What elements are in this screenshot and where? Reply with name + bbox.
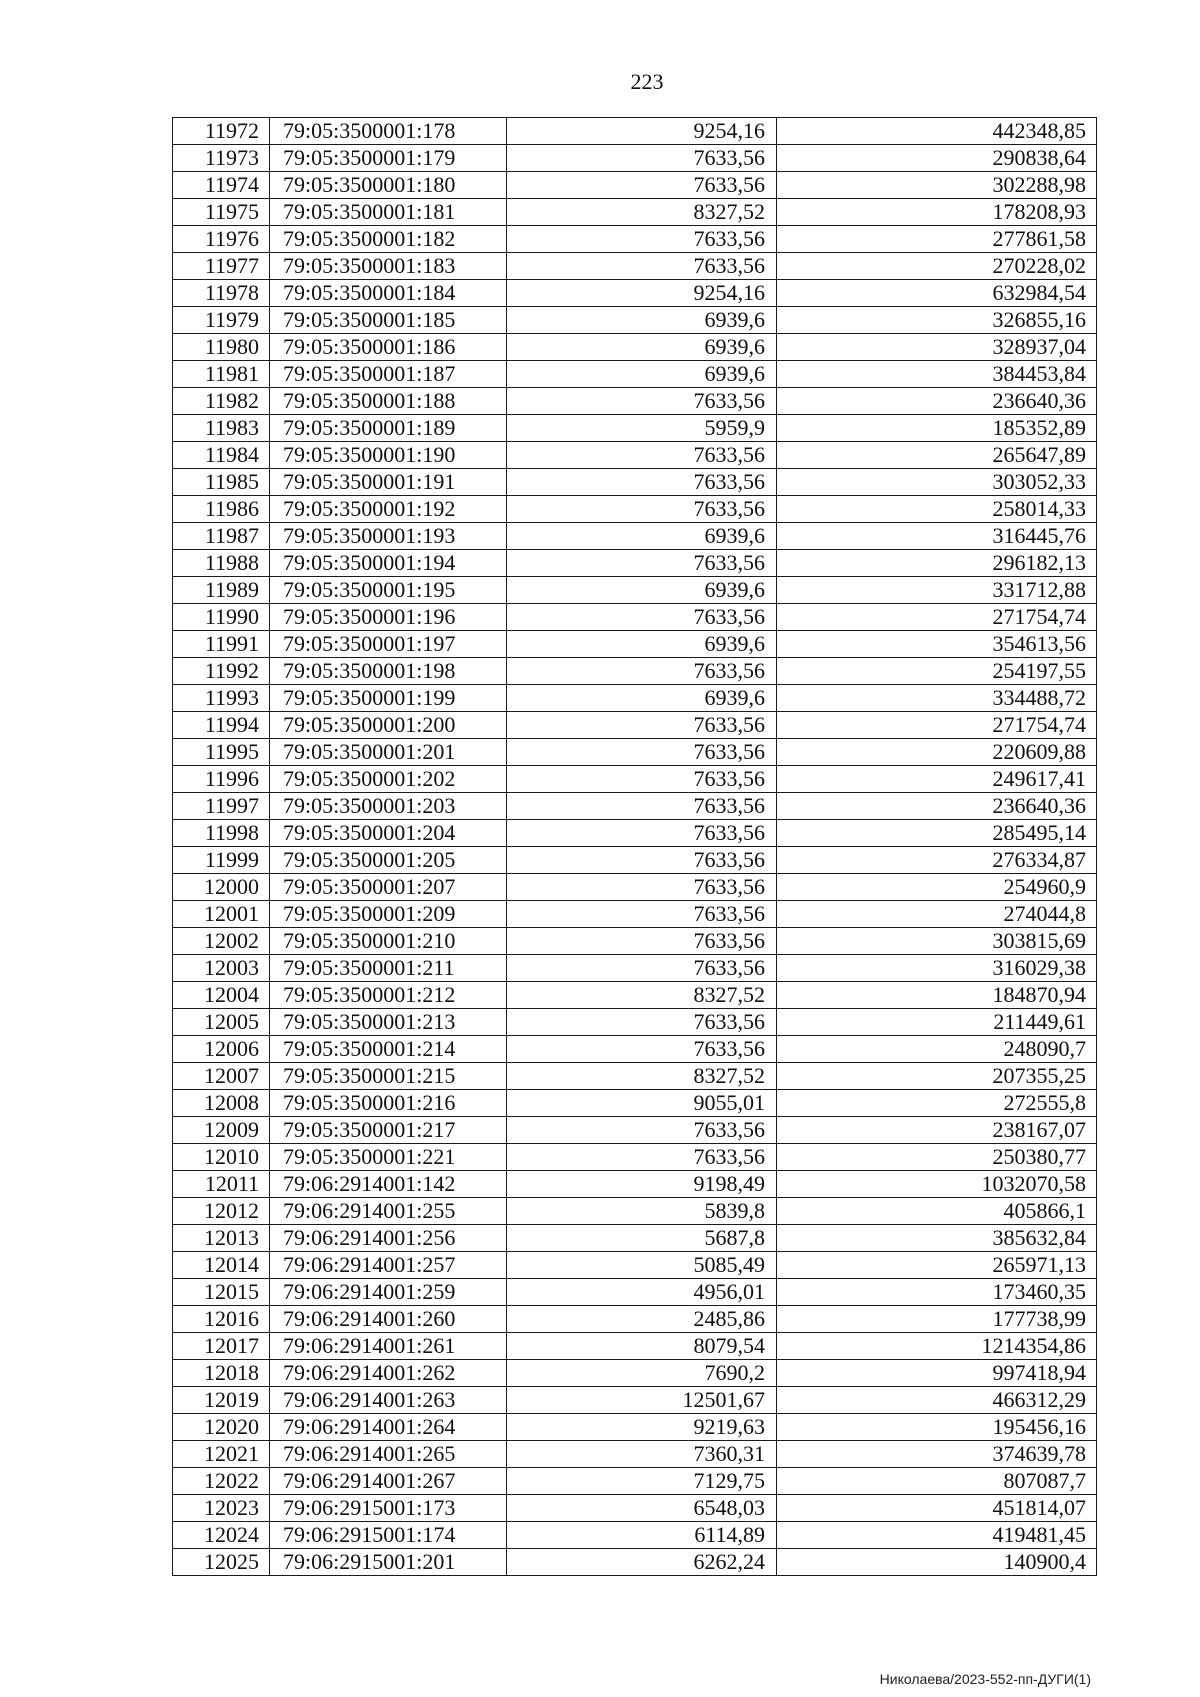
cadastral-number-cell: 79:06:2915001:201 xyxy=(270,1549,507,1576)
value-cell: 274044,8 xyxy=(777,901,1097,928)
table-row xyxy=(173,631,1097,658)
cadastral-number-cell: 79:06:2914001:264 xyxy=(270,1414,507,1441)
table-row xyxy=(173,145,1097,172)
value-cell: 248090,7 xyxy=(777,1036,1097,1063)
cadastral-number-cell: 79:05:3500001:198 xyxy=(270,658,507,685)
area-cell: 7633,56 xyxy=(507,226,777,253)
table-row xyxy=(173,388,1097,415)
value-cell: 997418,94 xyxy=(777,1360,1097,1387)
table-row xyxy=(173,1063,1097,1090)
table-row xyxy=(173,1198,1097,1225)
cadastral-number-cell: 79:06:2914001:256 xyxy=(270,1225,507,1252)
area-cell: 9254,16 xyxy=(507,118,777,145)
cadastral-number-cell: 79:06:2915001:173 xyxy=(270,1495,507,1522)
table-row xyxy=(173,739,1097,766)
value-cell: 173460,35 xyxy=(777,1279,1097,1306)
cadastral-number-cell: 79:05:3500001:187 xyxy=(270,361,507,388)
cadastral-number-cell: 79:05:3500001:190 xyxy=(270,442,507,469)
area-cell: 7633,56 xyxy=(507,820,777,847)
area-cell: 7633,56 xyxy=(507,1009,777,1036)
cadastral-number-cell: 79:05:3500001:203 xyxy=(270,793,507,820)
value-cell: 326855,16 xyxy=(777,307,1097,334)
table-row xyxy=(173,1333,1097,1360)
area-cell: 6548,03 xyxy=(507,1495,777,1522)
cadastral-number-cell: 79:06:2914001:255 xyxy=(270,1198,507,1225)
value-cell: 238167,07 xyxy=(777,1117,1097,1144)
cadastral-number-cell: 79:05:3500001:185 xyxy=(270,307,507,334)
table-row xyxy=(173,847,1097,874)
area-cell: 5839,8 xyxy=(507,1198,777,1225)
row-number-cell: 11989 xyxy=(173,577,270,604)
table-row xyxy=(173,1117,1097,1144)
value-cell: 374639,78 xyxy=(777,1441,1097,1468)
area-cell: 9198,49 xyxy=(507,1171,777,1198)
value-cell: 254960,9 xyxy=(777,874,1097,901)
row-number-cell: 11983 xyxy=(173,415,270,442)
row-number-cell: 11976 xyxy=(173,226,270,253)
area-cell: 8327,52 xyxy=(507,982,777,1009)
value-cell: 354613,56 xyxy=(777,631,1097,658)
value-cell: 334488,72 xyxy=(777,685,1097,712)
row-number-cell: 11987 xyxy=(173,523,270,550)
cadastral-number-cell: 79:06:2914001:259 xyxy=(270,1279,507,1306)
value-cell: 451814,07 xyxy=(777,1495,1097,1522)
area-cell: 6939,6 xyxy=(507,523,777,550)
value-cell: 331712,88 xyxy=(777,577,1097,604)
row-number-cell: 11986 xyxy=(173,496,270,523)
value-cell: 384453,84 xyxy=(777,361,1097,388)
table-row xyxy=(173,253,1097,280)
table-row xyxy=(173,1441,1097,1468)
table-row xyxy=(173,469,1097,496)
value-cell: 316445,76 xyxy=(777,523,1097,550)
cadastral-number-cell: 79:05:3500001:191 xyxy=(270,469,507,496)
cadastral-number-cell: 79:05:3500001:200 xyxy=(270,712,507,739)
cadastral-number-cell: 79:05:3500001:195 xyxy=(270,577,507,604)
row-number-cell: 11981 xyxy=(173,361,270,388)
area-cell: 7633,56 xyxy=(507,847,777,874)
area-cell: 7690,2 xyxy=(507,1360,777,1387)
cadastral-number-cell: 79:05:3500001:197 xyxy=(270,631,507,658)
row-number-cell: 11995 xyxy=(173,739,270,766)
table-row xyxy=(173,1090,1097,1117)
cadastral-number-cell: 79:05:3500001:184 xyxy=(270,280,507,307)
table-row xyxy=(173,1495,1097,1522)
cadastral-number-cell: 79:05:3500001:180 xyxy=(270,172,507,199)
row-number-cell: 12004 xyxy=(173,982,270,1009)
value-cell: 236640,36 xyxy=(777,388,1097,415)
row-number-cell: 11996 xyxy=(173,766,270,793)
row-number-cell: 11993 xyxy=(173,685,270,712)
value-cell: 316029,38 xyxy=(777,955,1097,982)
cadastral-number-cell: 79:05:3500001:214 xyxy=(270,1036,507,1063)
cadastral-number-cell: 79:05:3500001:201 xyxy=(270,739,507,766)
value-cell: 385632,84 xyxy=(777,1225,1097,1252)
area-cell: 7633,56 xyxy=(507,442,777,469)
value-cell: 250380,77 xyxy=(777,1144,1097,1171)
area-cell: 7360,31 xyxy=(507,1441,777,1468)
cadastral-number-cell: 79:05:3500001:186 xyxy=(270,334,507,361)
table-row xyxy=(173,1144,1097,1171)
value-cell: 178208,93 xyxy=(777,199,1097,226)
area-cell: 9219,63 xyxy=(507,1414,777,1441)
value-cell: 296182,13 xyxy=(777,550,1097,577)
area-cell: 7633,56 xyxy=(507,658,777,685)
value-cell: 254197,55 xyxy=(777,658,1097,685)
cadastral-number-cell: 79:05:3500001:189 xyxy=(270,415,507,442)
data-table-body xyxy=(173,118,1097,1576)
area-cell: 8079,54 xyxy=(507,1333,777,1360)
area-cell: 8327,52 xyxy=(507,1063,777,1090)
value-cell: 419481,45 xyxy=(777,1522,1097,1549)
row-number-cell: 12021 xyxy=(173,1441,270,1468)
cadastral-number-cell: 79:06:2914001:265 xyxy=(270,1441,507,1468)
table-row xyxy=(173,1468,1097,1495)
value-cell: 807087,7 xyxy=(777,1468,1097,1495)
cadastral-number-cell: 79:06:2914001:257 xyxy=(270,1252,507,1279)
value-cell: 184870,94 xyxy=(777,982,1097,1009)
cadastral-number-cell: 79:05:3500001:210 xyxy=(270,928,507,955)
cadastral-number-cell: 79:05:3500001:183 xyxy=(270,253,507,280)
table-row xyxy=(173,901,1097,928)
cadastral-number-cell: 79:05:3500001:199 xyxy=(270,685,507,712)
row-number-cell: 12017 xyxy=(173,1333,270,1360)
row-number-cell: 11999 xyxy=(173,847,270,874)
table-row xyxy=(173,226,1097,253)
table-row xyxy=(173,118,1097,145)
row-number-cell: 11974 xyxy=(173,172,270,199)
area-cell: 7633,56 xyxy=(507,955,777,982)
cadastral-number-cell: 79:06:2914001:261 xyxy=(270,1333,507,1360)
area-cell: 6939,6 xyxy=(507,361,777,388)
area-cell: 7633,56 xyxy=(507,901,777,928)
row-number-cell: 12003 xyxy=(173,955,270,982)
row-number-cell: 12024 xyxy=(173,1522,270,1549)
table-row xyxy=(173,766,1097,793)
table-row xyxy=(173,361,1097,388)
area-cell: 6939,6 xyxy=(507,685,777,712)
table-row xyxy=(173,496,1097,523)
area-cell: 7129,75 xyxy=(507,1468,777,1495)
area-cell: 5959,9 xyxy=(507,415,777,442)
table-row xyxy=(173,1306,1097,1333)
row-number-cell: 11985 xyxy=(173,469,270,496)
row-number-cell: 11990 xyxy=(173,604,270,631)
area-cell: 7633,56 xyxy=(507,550,777,577)
area-cell: 7633,56 xyxy=(507,712,777,739)
row-number-cell: 11975 xyxy=(173,199,270,226)
table-row xyxy=(173,1387,1097,1414)
cadastral-number-cell: 79:06:2914001:267 xyxy=(270,1468,507,1495)
area-cell: 9055,01 xyxy=(507,1090,777,1117)
value-cell: 290838,64 xyxy=(777,145,1097,172)
row-number-cell: 12001 xyxy=(173,901,270,928)
value-cell: 265971,13 xyxy=(777,1252,1097,1279)
row-number-cell: 12002 xyxy=(173,928,270,955)
row-number-cell: 11978 xyxy=(173,280,270,307)
area-cell: 5085,49 xyxy=(507,1252,777,1279)
value-cell: 632984,54 xyxy=(777,280,1097,307)
value-cell: 249617,41 xyxy=(777,766,1097,793)
area-cell: 6939,6 xyxy=(507,334,777,361)
cadastral-number-cell: 79:05:3500001:216 xyxy=(270,1090,507,1117)
area-cell: 6939,6 xyxy=(507,577,777,604)
table-row xyxy=(173,1414,1097,1441)
value-cell: 303052,33 xyxy=(777,469,1097,496)
cadastral-number-cell: 79:05:3500001:215 xyxy=(270,1063,507,1090)
row-number-cell: 11988 xyxy=(173,550,270,577)
table-row xyxy=(173,874,1097,901)
cadastral-number-cell: 79:05:3500001:213 xyxy=(270,1009,507,1036)
area-cell: 9254,16 xyxy=(507,280,777,307)
value-cell: 302288,98 xyxy=(777,172,1097,199)
value-cell: 277861,58 xyxy=(777,226,1097,253)
area-cell: 7633,56 xyxy=(507,928,777,955)
table-row xyxy=(173,712,1097,739)
table-row xyxy=(173,1360,1097,1387)
area-cell: 7633,56 xyxy=(507,766,777,793)
row-number-cell: 12022 xyxy=(173,1468,270,1495)
row-number-cell: 11977 xyxy=(173,253,270,280)
row-number-cell: 12013 xyxy=(173,1225,270,1252)
table-row xyxy=(173,1009,1097,1036)
value-cell: 1032070,58 xyxy=(777,1171,1097,1198)
row-number-cell: 11982 xyxy=(173,388,270,415)
row-number-cell: 11972 xyxy=(173,118,270,145)
area-cell: 2485,86 xyxy=(507,1306,777,1333)
table-row xyxy=(173,1171,1097,1198)
row-number-cell: 12012 xyxy=(173,1198,270,1225)
document-reference-footer: Николаева/2023-552-пп-ДУГИ(1) xyxy=(879,1671,1091,1687)
value-cell: 303815,69 xyxy=(777,928,1097,955)
area-cell: 7633,56 xyxy=(507,1036,777,1063)
value-cell: 220609,88 xyxy=(777,739,1097,766)
value-cell: 1214354,86 xyxy=(777,1333,1097,1360)
row-number-cell: 12020 xyxy=(173,1414,270,1441)
value-cell: 442348,85 xyxy=(777,118,1097,145)
area-cell: 5687,8 xyxy=(507,1225,777,1252)
area-cell: 7633,56 xyxy=(507,253,777,280)
area-cell: 7633,56 xyxy=(507,469,777,496)
cadastral-number-cell: 79:05:3500001:209 xyxy=(270,901,507,928)
value-cell: 195456,16 xyxy=(777,1414,1097,1441)
table-row xyxy=(173,820,1097,847)
value-cell: 185352,89 xyxy=(777,415,1097,442)
table-row xyxy=(173,523,1097,550)
row-number-cell: 12009 xyxy=(173,1117,270,1144)
area-cell: 8327,52 xyxy=(507,199,777,226)
row-number-cell: 11992 xyxy=(173,658,270,685)
table-row xyxy=(173,172,1097,199)
row-number-cell: 12016 xyxy=(173,1306,270,1333)
value-cell: 258014,33 xyxy=(777,496,1097,523)
table-row xyxy=(173,1522,1097,1549)
row-number-cell: 11973 xyxy=(173,145,270,172)
table-row xyxy=(173,334,1097,361)
row-number-cell: 12011 xyxy=(173,1171,270,1198)
row-number-cell: 12008 xyxy=(173,1090,270,1117)
value-cell: 271754,74 xyxy=(777,604,1097,631)
value-cell: 466312,29 xyxy=(777,1387,1097,1414)
area-cell: 7633,56 xyxy=(507,739,777,766)
value-cell: 285495,14 xyxy=(777,820,1097,847)
row-number-cell: 11998 xyxy=(173,820,270,847)
cadastral-number-cell: 79:05:3500001:207 xyxy=(270,874,507,901)
row-number-cell: 12014 xyxy=(173,1252,270,1279)
row-number-cell: 12019 xyxy=(173,1387,270,1414)
area-cell: 6114,89 xyxy=(507,1522,777,1549)
value-cell: 140900,4 xyxy=(777,1549,1097,1576)
cadastral-number-cell: 79:05:3500001:192 xyxy=(270,496,507,523)
cadastral-number-cell: 79:05:3500001:202 xyxy=(270,766,507,793)
row-number-cell: 11980 xyxy=(173,334,270,361)
area-cell: 7633,56 xyxy=(507,496,777,523)
table-row xyxy=(173,658,1097,685)
area-cell: 7633,56 xyxy=(507,874,777,901)
table-row xyxy=(173,685,1097,712)
cadastral-number-cell: 79:05:3500001:211 xyxy=(270,955,507,982)
value-cell: 405866,1 xyxy=(777,1198,1097,1225)
table-row xyxy=(173,415,1097,442)
cadastral-number-cell: 79:06:2914001:263 xyxy=(270,1387,507,1414)
value-cell: 265647,89 xyxy=(777,442,1097,469)
value-cell: 236640,36 xyxy=(777,793,1097,820)
row-number-cell: 12006 xyxy=(173,1036,270,1063)
cadastral-number-cell: 79:06:2915001:174 xyxy=(270,1522,507,1549)
row-number-cell: 12018 xyxy=(173,1360,270,1387)
area-cell: 6939,6 xyxy=(507,307,777,334)
cadastral-number-cell: 79:05:3500001:217 xyxy=(270,1117,507,1144)
table-row xyxy=(173,1252,1097,1279)
row-number-cell: 11984 xyxy=(173,442,270,469)
area-cell: 7633,56 xyxy=(507,145,777,172)
value-cell: 328937,04 xyxy=(777,334,1097,361)
cadastral-number-cell: 79:05:3500001:182 xyxy=(270,226,507,253)
row-number-cell: 12000 xyxy=(173,874,270,901)
row-number-cell: 11997 xyxy=(173,793,270,820)
row-number-cell: 12010 xyxy=(173,1144,270,1171)
cadastral-number-cell: 79:05:3500001:205 xyxy=(270,847,507,874)
table-row xyxy=(173,442,1097,469)
page-number: 223 xyxy=(630,69,664,94)
area-cell: 6939,6 xyxy=(507,631,777,658)
table-row xyxy=(173,1225,1097,1252)
table-row xyxy=(173,280,1097,307)
row-number-cell: 11979 xyxy=(173,307,270,334)
row-number-cell: 11994 xyxy=(173,712,270,739)
cadastral-number-cell: 79:05:3500001:178 xyxy=(270,118,507,145)
table-row xyxy=(173,577,1097,604)
cadastral-number-cell: 79:05:3500001:221 xyxy=(270,1144,507,1171)
cadastral-number-cell: 79:05:3500001:196 xyxy=(270,604,507,631)
row-number-cell: 12025 xyxy=(173,1549,270,1576)
table-row xyxy=(173,982,1097,1009)
table-row xyxy=(173,307,1097,334)
cadastral-number-cell: 79:05:3500001:193 xyxy=(270,523,507,550)
cadastral-number-cell: 79:05:3500001:212 xyxy=(270,982,507,1009)
table-row xyxy=(173,1549,1097,1576)
value-cell: 271754,74 xyxy=(777,712,1097,739)
table-row xyxy=(173,199,1097,226)
area-cell: 6262,24 xyxy=(507,1549,777,1576)
area-cell: 7633,56 xyxy=(507,604,777,631)
area-cell: 7633,56 xyxy=(507,1144,777,1171)
value-cell: 211449,61 xyxy=(777,1009,1097,1036)
table-row xyxy=(173,793,1097,820)
value-cell: 272555,8 xyxy=(777,1090,1097,1117)
cadastral-number-cell: 79:05:3500001:188 xyxy=(270,388,507,415)
area-cell: 7633,56 xyxy=(507,388,777,415)
value-cell: 177738,99 xyxy=(777,1306,1097,1333)
table-row xyxy=(173,955,1097,982)
value-cell: 276334,87 xyxy=(777,847,1097,874)
cadastral-number-cell: 79:06:2914001:260 xyxy=(270,1306,507,1333)
table-row xyxy=(173,550,1097,577)
row-number-cell: 11991 xyxy=(173,631,270,658)
area-cell: 7633,56 xyxy=(507,1117,777,1144)
value-cell: 207355,25 xyxy=(777,1063,1097,1090)
row-number-cell: 12007 xyxy=(173,1063,270,1090)
cadastral-number-cell: 79:06:2914001:262 xyxy=(270,1360,507,1387)
area-cell: 7633,56 xyxy=(507,172,777,199)
area-cell: 4956,01 xyxy=(507,1279,777,1306)
data-table xyxy=(172,117,1097,1576)
value-cell: 270228,02 xyxy=(777,253,1097,280)
row-number-cell: 12023 xyxy=(173,1495,270,1522)
cadastral-number-cell: 79:06:2914001:142 xyxy=(270,1171,507,1198)
area-cell: 12501,67 xyxy=(507,1387,777,1414)
row-number-cell: 12015 xyxy=(173,1279,270,1306)
area-cell: 7633,56 xyxy=(507,793,777,820)
table-row xyxy=(173,604,1097,631)
cadastral-number-cell: 79:05:3500001:194 xyxy=(270,550,507,577)
table-row xyxy=(173,1279,1097,1306)
table-row xyxy=(173,928,1097,955)
row-number-cell: 12005 xyxy=(173,1009,270,1036)
cadastral-number-cell: 79:05:3500001:204 xyxy=(270,820,507,847)
cadastral-number-cell: 79:05:3500001:181 xyxy=(270,199,507,226)
cadastral-number-cell: 79:05:3500001:179 xyxy=(270,145,507,172)
table-row xyxy=(173,1036,1097,1063)
